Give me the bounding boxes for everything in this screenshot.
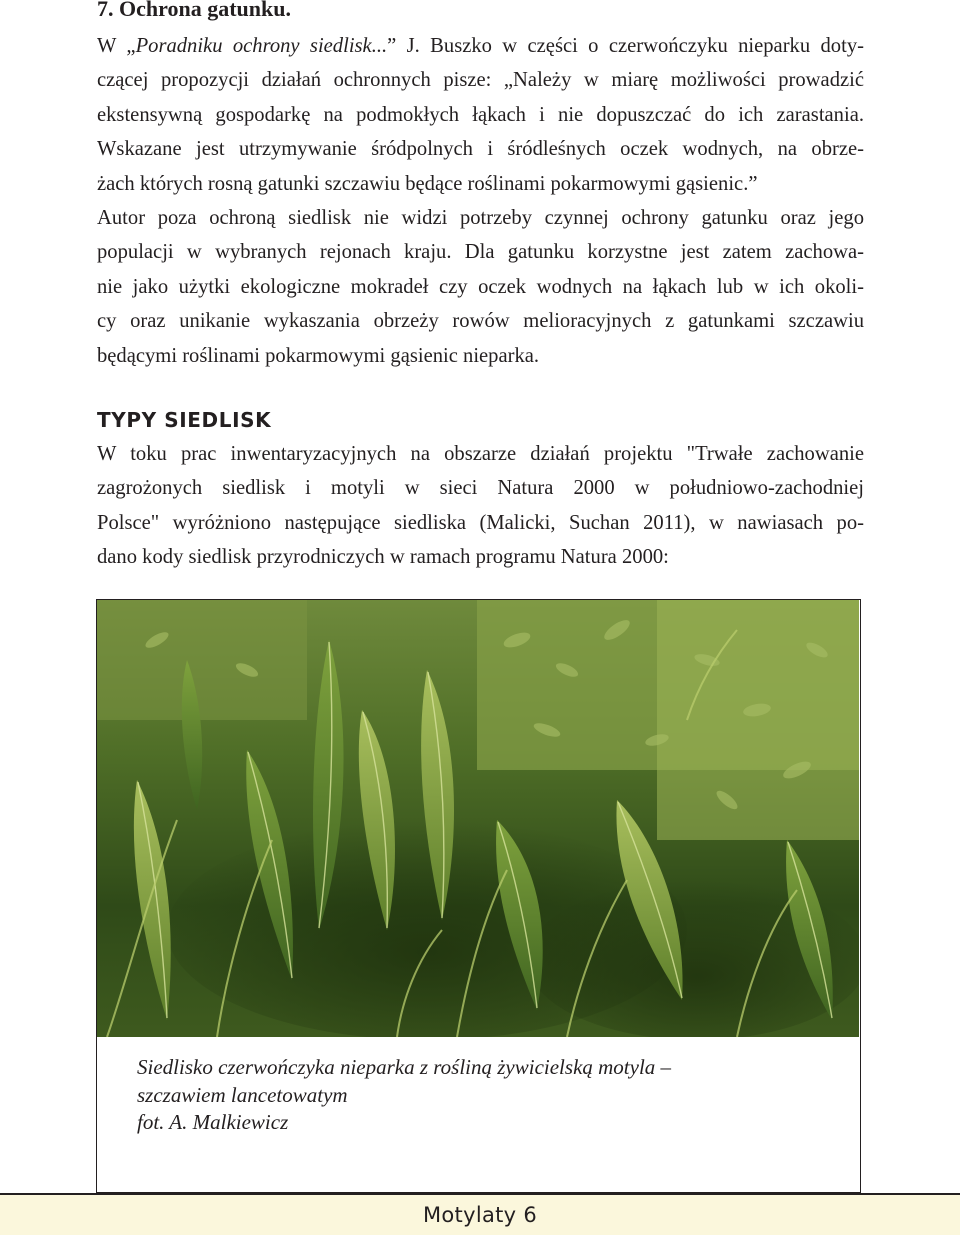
text-line: będącymi roślinami pokarmowymi gąsienic nieparka. <box>97 344 540 367</box>
text-line: zagrożonych siedlisk i motyli w sieci Natura 2000 w południowo-zachodniej <box>97 477 864 500</box>
caption-line: Siedlisko czerwończyka nieparka z rośliną żywicielską motyla – <box>137 1055 672 1079</box>
text-line: czącej propozycji działań ochronnych pisze: „Należy w miarę możliwości prowadzić <box>97 69 864 92</box>
text-line: nie jako użytki ekologiczne mokradeł czy oczek wodnych na łąkach lub w ich okoli- <box>97 275 864 298</box>
text-line: Polsce" wyróżniono następujące siedliska (Malicki, Suchan 2011), w nawiasach po- <box>97 511 864 534</box>
meadow-photo <box>97 600 859 1037</box>
text-line <box>97 29 864 63</box>
text-segment: ” J. Buszko w części o czerwończyku nieparku doty- <box>387 35 864 57</box>
text-line: Autor poza ochroną siedlisk nie widzi potrzeby czynnej ochrony gatunku oraz jego <box>97 206 864 229</box>
footer-rule <box>0 1193 960 1195</box>
photo-credit: fot. A. Malkiewicz <box>137 1110 289 1134</box>
text-line: ekstensywną gospodarkę na podmokłych łąkach i nie dopuszczać do ich zarastania. <box>97 103 864 126</box>
text-line: żach których rosną gatunki szczawiu będące roślinami pokarmowymi gąsienic.” <box>97 172 758 195</box>
paragraph-typy <box>97 437 864 575</box>
caption-line: szczawiem lancetowatym <box>137 1082 348 1107</box>
text-line: cy oraz unikanie wykaszania obrzeży rowów melioracyjnych z gatunkami szczawiu <box>97 310 864 333</box>
text-segment: W „ <box>97 35 136 57</box>
text-line: dano kody siedlisk przyrodniczych w ramach programu Natura 2000: <box>97 546 669 569</box>
subheading-typy-siedlisk: TYPY SIEDLISK <box>97 408 272 432</box>
figure-box <box>96 599 861 1193</box>
paragraph-ochrona <box>97 29 864 373</box>
figure-caption <box>137 1054 671 1137</box>
section-heading: 7. Ochrona gatunku. <box>97 0 291 21</box>
text-line: W toku prac inwentaryzacyjnych na obszarze działań projektu "Trwałe zachowanie <box>97 443 864 465</box>
footer-page-label: Motylaty 6 <box>422 1203 538 1227</box>
text-line: populacji w wybranych rejonach kraju. Dla gatunku korzystne jest zatem zachowa- <box>97 241 864 264</box>
text-line: Wskazane jest utrzymywanie śródpolnych i śródleśnych oczek wodnych, na obrze- <box>97 138 864 161</box>
book-title: Poradniku ochrony siedlisk... <box>135 35 388 57</box>
